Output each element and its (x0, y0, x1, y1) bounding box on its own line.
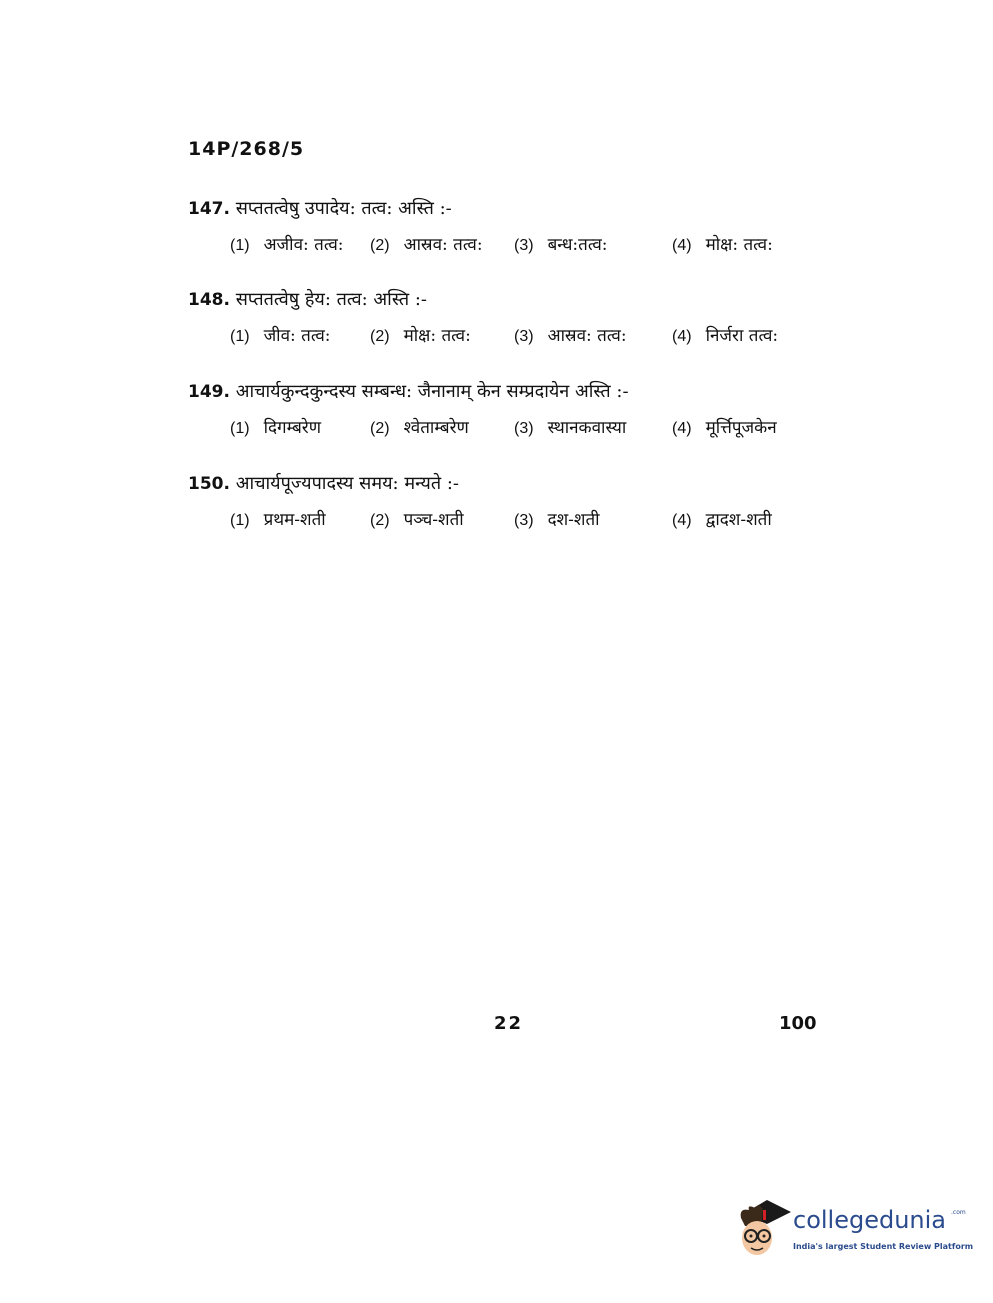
question-text (188, 471, 828, 495)
option-2: (2) मोक्ष: तत्व: (370, 326, 471, 346)
question-147 (188, 196, 828, 262)
option-1: (1) अजीव: तत्व: (230, 235, 344, 255)
option-4: (4) मोक्ष: तत्व: (672, 235, 773, 255)
question-number: 148. (188, 290, 230, 310)
question-150 (188, 471, 828, 537)
collegedunia-watermark (733, 1196, 974, 1264)
options-row (188, 323, 828, 353)
question-body: आचार्यकुन्दकुन्दस्य सम्बन्ध: जैनानाम् केन सम्प्रदायेन अस्ति :- (235, 381, 629, 402)
option-2: (2) श्वेताम्बरेण (370, 418, 469, 438)
brand-tagline: India's largest Student Review Platform (793, 1242, 974, 1251)
brand-suffix: .com (951, 1209, 966, 1216)
question-text (188, 287, 828, 311)
question-number: 149. (188, 382, 230, 402)
question-number: 147. (188, 199, 230, 219)
option-4: (4) मूर्त्तिपूजकेन (672, 418, 777, 438)
options-row (188, 232, 828, 262)
paper-code: 14P/268/5 (188, 138, 305, 160)
option-1: (1) प्रथम-शती (230, 510, 326, 530)
option-3: (3) स्थानकवास्या (514, 418, 627, 438)
question-text (188, 196, 828, 220)
page-number: 22 (494, 1013, 524, 1034)
question-body: सप्ततत्वेषु उपादेय: तत्व: अस्ति :- (235, 198, 452, 219)
option-2: (2) पञ्च-शती (370, 510, 464, 530)
options-row (188, 507, 828, 537)
brand-name: collegedunia (793, 1206, 947, 1234)
option-1: (1) दिगम्बरेण (230, 418, 322, 438)
options-row (188, 415, 828, 445)
question-148 (188, 287, 828, 353)
question-149 (188, 379, 828, 445)
question-number: 150. (188, 474, 230, 494)
total-marks: 100 (779, 1013, 817, 1034)
question-text (188, 379, 828, 403)
question-body: आचार्यपूज्यपादस्य समय: मन्यते :- (235, 473, 459, 494)
option-2: (2) आस्रव: तत्व: (370, 235, 483, 255)
student-mascot-icon (733, 1196, 793, 1264)
option-4: (4) निर्जरा तत्व: (672, 326, 779, 346)
option-3: (3) आस्रव: तत्व: (514, 326, 627, 346)
question-body: सप्ततत्वेषु हेय: तत्व: अस्ति :- (235, 289, 427, 310)
option-4: (4) द्वादश-शती (672, 510, 772, 530)
option-3: (3) बन्ध:तत्व: (514, 235, 608, 255)
option-1: (1) जीव: तत्व: (230, 326, 331, 346)
option-3: (3) दश-शती (514, 510, 600, 530)
